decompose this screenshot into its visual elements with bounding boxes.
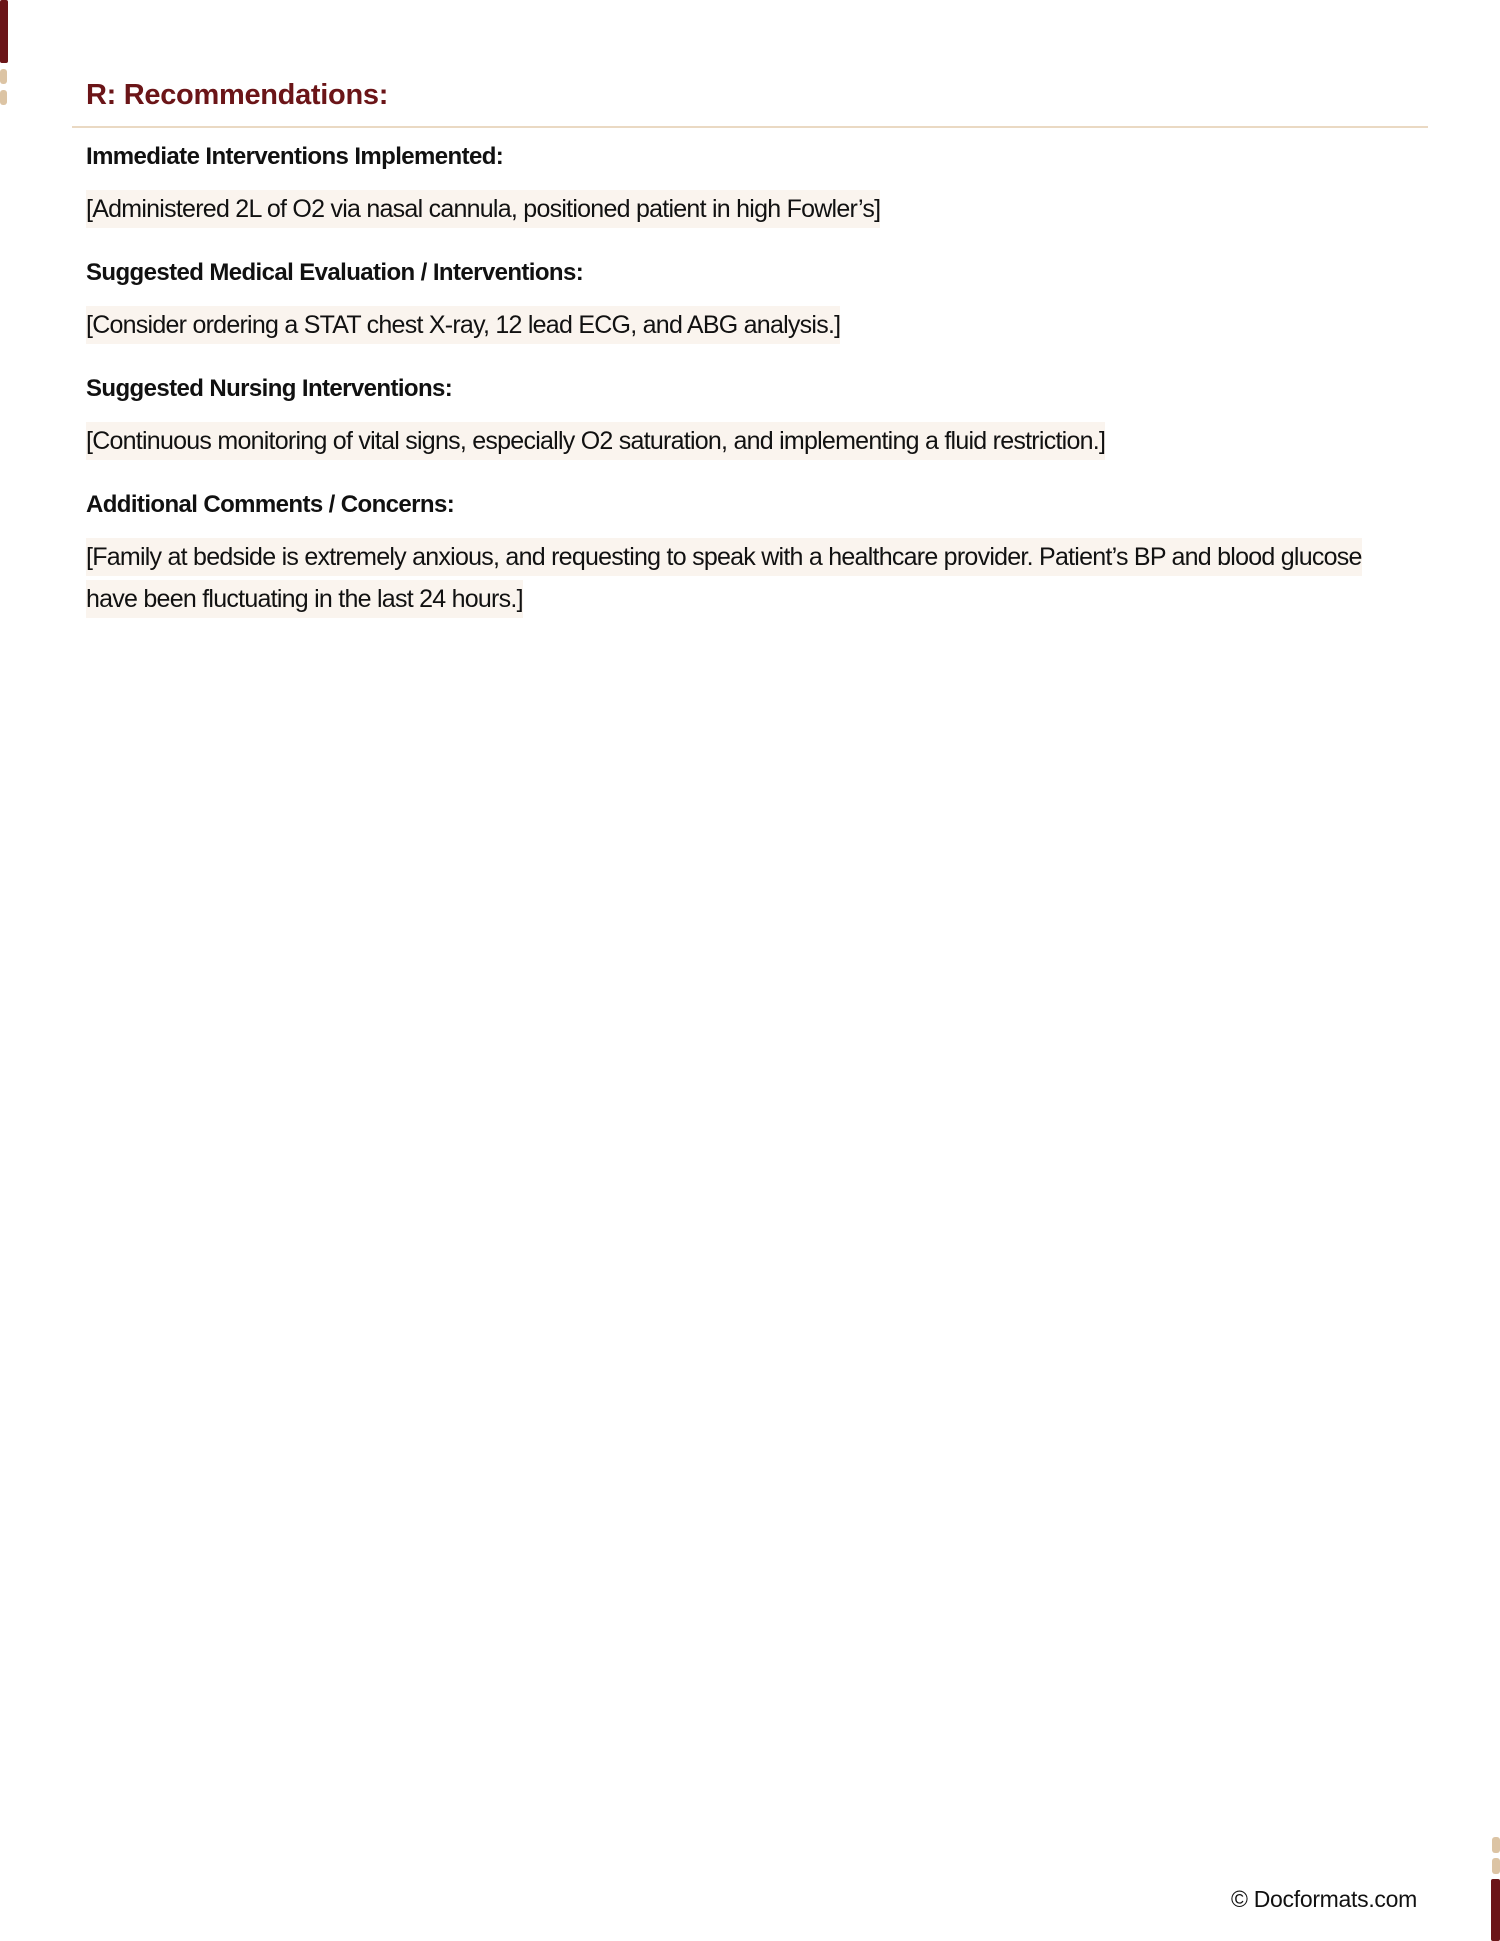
decorative-block-bottom-right-2 [1492,1858,1500,1874]
section-body [86,304,1386,346]
section-body [86,536,1406,620]
decorative-bar-bottom-right [1491,1879,1500,1941]
decorative-block-bottom-right-1 [1492,1837,1500,1853]
highlighted-text-field[interactable]: [Consider ordering a STAT chest X-ray, 12 lead ECG, and ABG analysis.] [86,306,840,344]
section-heading: Additional Comments / Concerns: [86,491,455,518]
highlighted-text-field[interactable]: [Family at bedside is extremely anxious, and requesting to speak with a healthcare provider. Patient’s BP and blood glucose have been fluctuating in the last 24 hours.] [86,538,1362,618]
highlighted-text-field[interactable]: [Administered 2L of O2 via nasal cannula, positioned patient in high Fowler’s] [86,190,880,228]
section-medical-evaluation [86,258,1386,346]
decorative-bar-top-left [0,0,8,63]
decorative-block-top-left-1 [0,69,7,84]
section-body [86,420,1426,462]
section-title: R: Recommendations: [86,79,389,111]
copyright-footer: © Docformats.com [1231,1886,1417,1912]
section-body [86,188,1386,230]
section-immediate-interventions [86,142,1386,230]
decorative-block-top-left-2 [0,90,7,105]
highlighted-text-field[interactable]: [Continuous monitoring of vital signs, especially O2 saturation, and implementing a fluid restriction.] [86,422,1105,460]
section-heading: Immediate Interventions Implemented: [86,143,504,170]
title-divider [72,126,1428,128]
section-heading: Suggested Nursing Interventions: [86,375,453,402]
section-heading: Suggested Medical Evaluation / Interventions: [86,259,584,286]
section-nursing-interventions [86,374,1426,462]
section-additional-comments [86,490,1406,620]
